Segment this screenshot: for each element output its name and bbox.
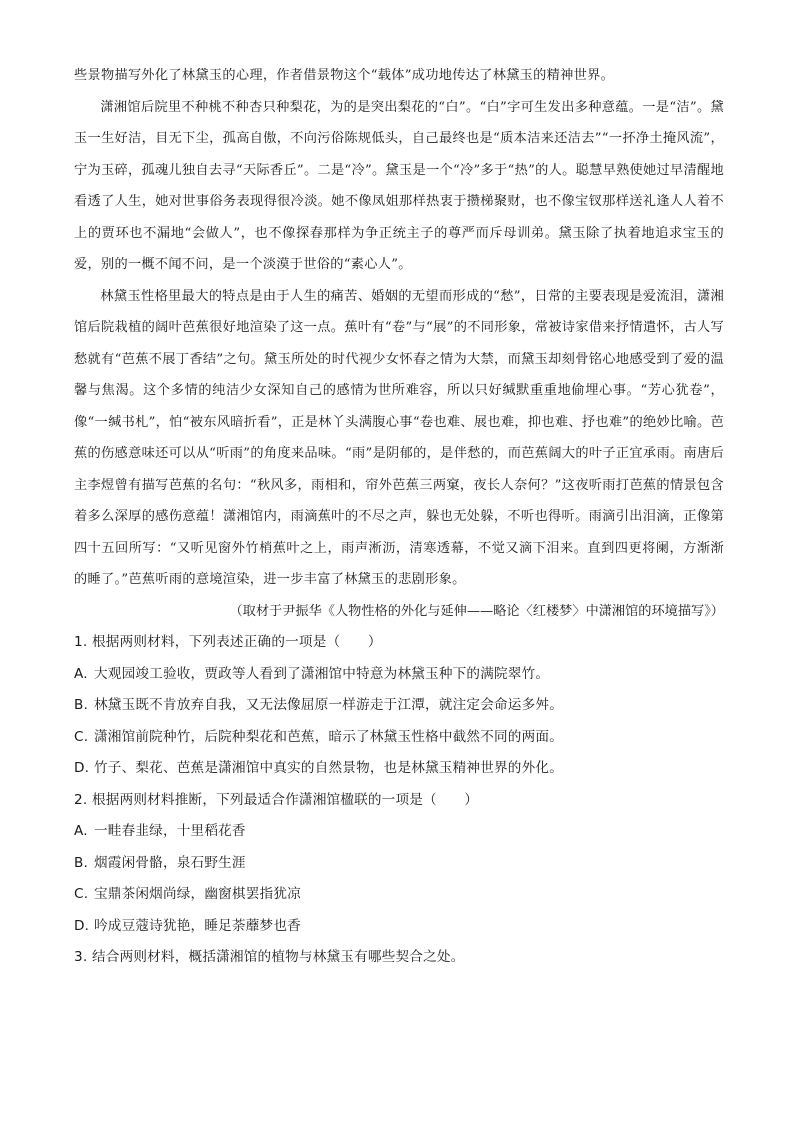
option-letter: A. [74, 665, 88, 682]
passage-paragraph: 些景物描写外化了林黛玉的心理，作者借景物这个“载体”成功地传达了林黛玉的精神世界。 [74, 68, 615, 83]
question-1 [74, 627, 724, 785]
passage-paragraph: 林黛玉性格里最大的特点是由于人生的痛苦、婚姻的无望而形成的“愁”，日常的主要表现是爱流泪，潇湘馆后院栽植的阔叶芭蕉很好地渲染了这一点。蕉叶有“卷”与“展”的不同形象，常被诗家借来抒情遣怀，古人写愁就有“芭蕉不展丁香结”之句。黛玉所处的时代视少女怀春之情为大禁，而黛玉却刻骨铭心地感受到了爱的温馨与焦渴。这个多情的纯洁少女深知自己的感情为世所难容，所以只好缄默重重地偷埋心事。“芳心犹卷”，像“一缄书札”，怕“被东风暗折看”，正是林丫头满腹心事“卷也难、展也难，抑也难、抒也难”的绝妙比喻。芭蕉的伤感意味还可以从“听雨”的角度来品味。“雨”是阴郁的，是伴愁的，而芭蕉阔大的叶子正宜承雨。南唐后主李煜曾有描写芭蕉的名句：“秋风多，雨相和，帘外芭蕉三两窠，夜长人奈何？”这夜听雨打芭蕉的情景包含着多么深厚的感伤意蕴！潇湘馆内，雨滴蕉叶的不尽之声，躲也无处躲，不听也得听。雨滴引出泪滴，正像第四十五回所写：“又听见窗外竹梢蕉叶之上，雨声淅沥，清寒透幕，不觉又滴下泪来。直到四更将阑，方渐渐的睡了。”芭蕉听雨的意境渲染，进一步丰富了林黛玉的悲剧形象。 [74, 288, 724, 587]
question-stem [74, 785, 724, 817]
question-number: 2. [74, 791, 88, 808]
option-text: 宝鼎茶闲烟尚绿，幽窗棋罢指犹凉 [94, 886, 301, 902]
document-page [74, 60, 724, 974]
option-text: 潇湘馆前院种竹，后院种梨花和芭蕉，暗示了林黛玉性格中截然不同的两面。 [94, 728, 563, 745]
question-text: 根据两则材料，下列表述正确的一项是（ ） [92, 634, 382, 650]
question-text: 根据两则材料推断，下列最适合作潇湘馆楹联的一项是（ ） [92, 791, 479, 808]
question-stem [74, 942, 724, 974]
option-b [74, 690, 724, 722]
option-text: 林黛玉既不肯放弃自我，又无法像屈原一样游走于江潭，就注定会命运多舛。 [94, 697, 563, 713]
option-text: 吟成豆蔻诗犹艳，睡足荼蘼梦也香 [94, 917, 301, 934]
option-a [74, 659, 724, 691]
reading-passage [74, 60, 724, 596]
question-number: 1. [74, 634, 88, 650]
option-letter: C. [74, 728, 89, 745]
option-a [74, 816, 724, 848]
question-2 [74, 785, 724, 943]
question-stem [74, 627, 724, 659]
option-text: 大观园竣工验收，贾政等人看到了潇湘馆中特意为林黛玉种下的满院翠竹。 [94, 665, 550, 682]
question-number: 3. [74, 949, 88, 965]
option-letter: D. [74, 917, 90, 934]
option-letter: C. [74, 886, 89, 902]
option-c [74, 722, 724, 754]
option-d [74, 753, 724, 785]
passage-paragraph: 潇湘馆后院里不种桃不种杏只种梨花，为的是突出梨花的“白”。“白”字可生发出多种意蕴。一是“洁”。黛玉一生好洁，目无下尘，孤高自傲，不向污俗陈规低头，自己最终也是“质本洁来还洁去”“一抔净土掩风流”，宁为玉碎，孤魂儿独自去寻“天际香丘”。二是“冷”。黛玉是一个“冷”多于“热”的人。聪慧早熟使她过早清醒地看透了人生，她对世事俗务表现得很冷淡。她不像凤姐那样热衷于攒梯聚财，也不像宝钗那样送礼逢人人着不上的贾环也不漏地“会做人”，也不像探春那样为争正统主子的尊严而斥母训弟。黛玉除了执着地追求宝玉的爱，别的一概不闻不问，是一个淡漠于世俗的“素心人”。 [74, 99, 724, 272]
option-letter: A. [74, 823, 88, 839]
question-3 [74, 942, 724, 974]
option-letter: B. [74, 697, 89, 713]
question-list [74, 627, 724, 974]
option-letter: B. [74, 854, 89, 871]
option-b [74, 848, 724, 880]
question-text: 结合两则材料，概括潇湘馆的植物与林黛玉有哪些契合之处。 [92, 949, 465, 965]
option-c [74, 879, 724, 911]
option-text: 烟霞闲骨骼，泉石野生涯 [94, 854, 246, 871]
option-text: 竹子、梨花、芭蕉是潇湘馆中真实的自然景物，也是林黛玉精神世界的外化。 [94, 760, 563, 776]
passage-source-citation: （取材于尹振华《人物性格的外化与延伸——略论〈红楼梦〉中潇湘馆的环境描写》） [229, 603, 724, 619]
option-d [74, 911, 724, 943]
option-letter: D. [74, 760, 90, 776]
option-text: 一畦春韭绿，十里稻花香 [94, 823, 246, 839]
